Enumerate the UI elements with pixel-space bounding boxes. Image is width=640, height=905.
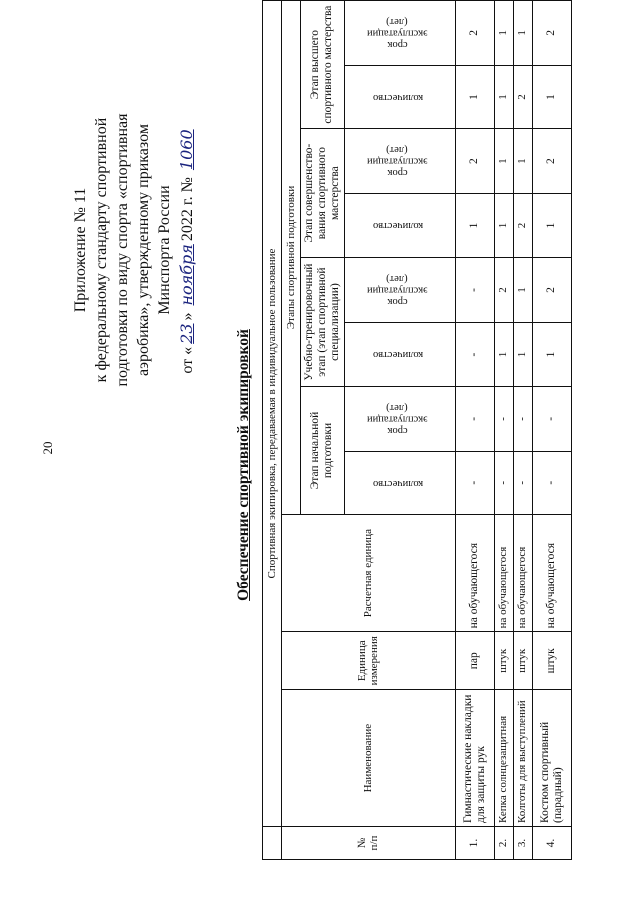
stage-header: Этап начальной подготовки <box>301 387 345 515</box>
appendix-line-4: аэробика», утвержденному приказом <box>135 124 153 376</box>
cell-value: 1 <box>513 1 532 66</box>
cell-value: 1 <box>494 1 513 66</box>
row-num: 1. <box>455 827 494 860</box>
document-title: Обеспечение спортивной экипировкой <box>235 329 252 601</box>
row-name: Кепка солнцезащитная <box>494 690 513 827</box>
appendix-line-1: Приложение № 11 <box>72 187 89 313</box>
cell-value: 1 <box>532 194 571 258</box>
cell-value: 2 <box>532 258 571 323</box>
appendix-header <box>70 40 198 460</box>
cell-value: 2 <box>455 129 494 194</box>
cell-value: - <box>494 387 513 451</box>
appendix-line-5: Минспорта России <box>156 185 174 315</box>
cell-value: - <box>513 451 532 514</box>
cell-value: 1 <box>494 322 513 386</box>
sub-header-qty: количество <box>344 65 455 129</box>
stage-header: Учебно-тренировочный этап (этап спортивной специализации) <box>301 258 345 387</box>
table-header-row <box>282 1 301 860</box>
cell-value: 1 <box>494 194 513 258</box>
row-name: Колготы для выступлений <box>513 690 532 827</box>
sub-header-term: срок эксплуатации (лет) <box>344 258 455 323</box>
table-row <box>532 1 571 860</box>
cell-value: 1 <box>455 65 494 129</box>
col-unit-header: Единица измерения <box>282 632 456 690</box>
cell-value: 1 <box>532 65 571 129</box>
row-name: Гимнастические накладки для защиты рук <box>455 690 494 827</box>
sub-header-term: срок эксплуатации (лет) <box>344 129 455 194</box>
date-prefix: от « <box>178 346 196 374</box>
cell-value: - <box>455 387 494 451</box>
row-unit: штук <box>513 632 532 690</box>
row-calc: на обучающегося <box>532 514 571 631</box>
sub-header-qty: количество <box>344 451 455 514</box>
row-num: 3. <box>513 827 532 860</box>
handwritten-order-number: 1060 <box>176 129 196 171</box>
row-calc: на обучающегося <box>513 514 532 631</box>
cell-value: - <box>455 322 494 386</box>
cell-value: 1 <box>513 129 532 194</box>
sub-header-qty: количество <box>344 322 455 386</box>
cell-value: 2 <box>494 258 513 323</box>
date-year: 2022 г. № <box>178 177 196 242</box>
stages-header: Этапы спортивной подготовки <box>282 1 301 515</box>
stage-header: Этап совершенство-вания спортивного мастерства <box>301 129 345 258</box>
order-date-line <box>176 40 198 460</box>
appendix-line-2: к федеральному стандарту спортивной <box>93 117 111 383</box>
equipment-table <box>262 0 572 860</box>
cell-value: 2 <box>532 129 571 194</box>
cell-value: 2 <box>532 1 571 66</box>
col-calc-header: Расчетная единица <box>282 514 456 631</box>
row-num: 4. <box>532 827 571 860</box>
sub-header-term: срок эксплуатации (лет) <box>344 387 455 451</box>
table-header-corner <box>263 827 282 860</box>
page-number: 20 <box>40 441 55 455</box>
handwritten-day: 23 <box>176 323 196 344</box>
row-calc: на обучающегося <box>494 514 513 631</box>
row-unit: штук <box>532 632 571 690</box>
row-name: Костюм спортивный (парадный) <box>532 690 571 827</box>
row-calc: на обучающегося <box>455 514 494 631</box>
table-row <box>455 1 494 860</box>
cell-value: 1 <box>513 258 532 323</box>
table-row <box>513 1 532 860</box>
table-header-row <box>263 1 282 860</box>
row-num: 2. <box>494 827 513 860</box>
cell-value: 1 <box>494 65 513 129</box>
cell-value: - <box>513 387 532 451</box>
cell-value: 1 <box>494 129 513 194</box>
cell-value: - <box>532 387 571 451</box>
date-mid: » <box>178 312 196 321</box>
cell-value: - <box>494 451 513 514</box>
cell-value: - <box>455 451 494 514</box>
stage-header: Этап высшего спортивного мастерства <box>301 1 345 129</box>
table-row <box>494 1 513 860</box>
equipment-table-wrap <box>262 0 572 860</box>
row-unit: штук <box>494 632 513 690</box>
cell-value: 2 <box>513 194 532 258</box>
cell-value: - <box>532 451 571 514</box>
row-unit: пар <box>455 632 494 690</box>
cell-value: 1 <box>455 194 494 258</box>
sub-header-qty: количество <box>344 194 455 258</box>
sub-header-term: срок эксплуатации (лет) <box>344 1 455 66</box>
cell-value: 2 <box>513 65 532 129</box>
handwritten-month: ноября <box>176 244 196 306</box>
cell-value: 2 <box>455 1 494 66</box>
col-num-header: № п/п <box>282 827 456 860</box>
cell-value: 1 <box>513 322 532 386</box>
table-header-main: Спортивная экипировка, передаваемая в индивидуальное пользование <box>263 1 282 827</box>
col-name-header: Наименование <box>282 690 456 827</box>
cell-value: 1 <box>532 322 571 386</box>
cell-value: - <box>455 258 494 323</box>
appendix-line-3: подготовки по виду спорта «спортивная <box>114 113 132 387</box>
